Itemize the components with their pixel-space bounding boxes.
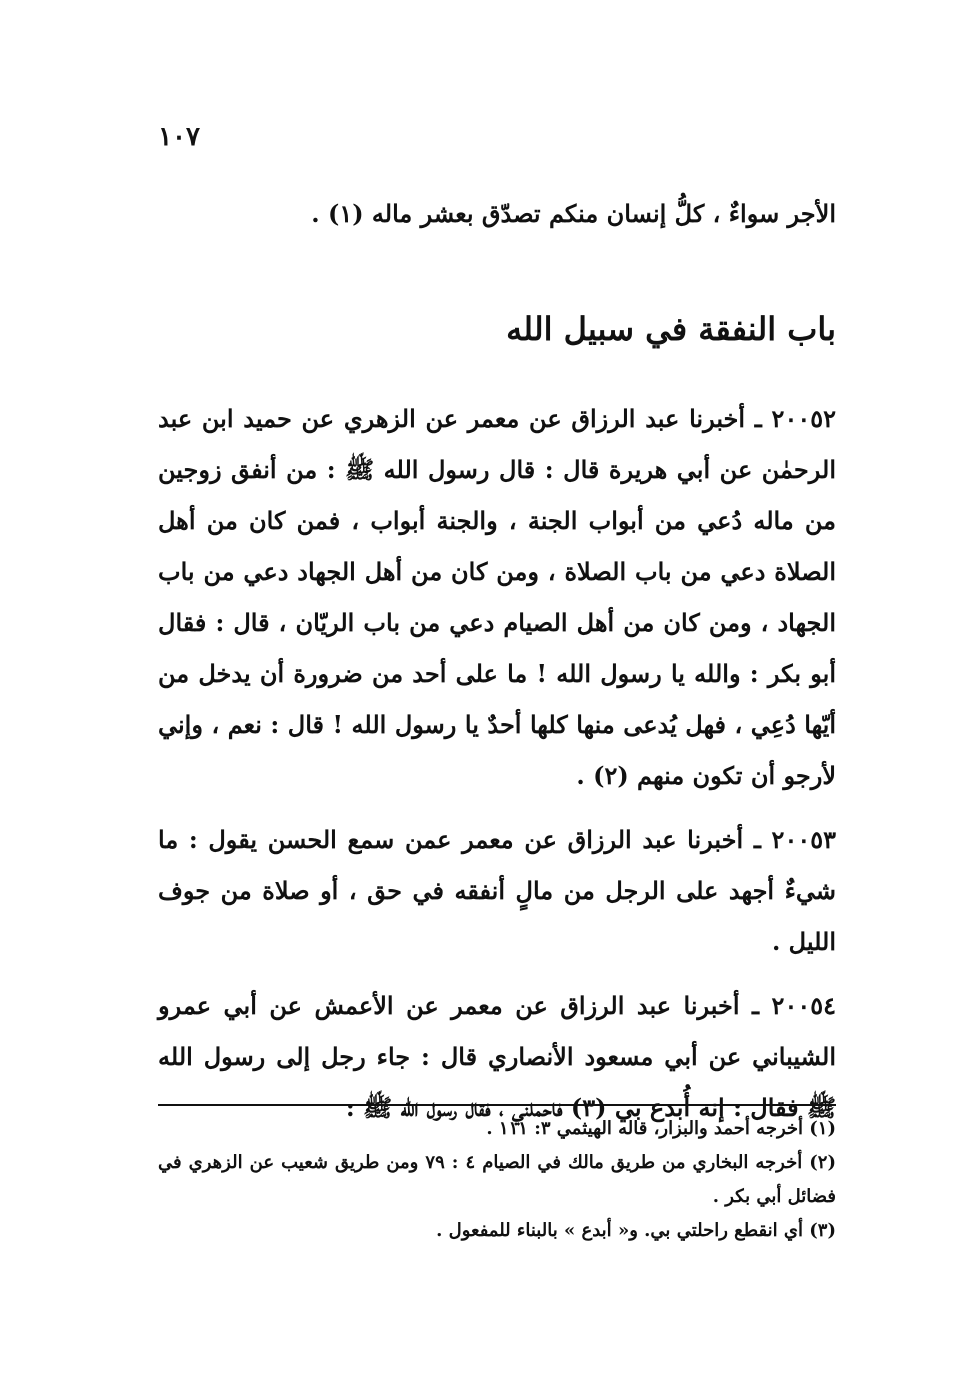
- footnote-2: (٢) أخرجه البخاري من طريق مالك في الصيام ٤ : ٧٩ ومن طريق شعيب عن الزهري في فضائل أبي بكر .: [158, 1152, 836, 1207]
- hadith-20054: ٢٠٠٥٤ ـ أخبرنا عبد الرزاق عن معمر عن الأعمش عن أبي عمرو الشيباني عن أبي مسعود الأنصاري قال : جاء رجل إلى رسول الله ﷺ فقال : إنه أُبدع بي (٣) فاحملني ، فقال رسول الله ﷺ :: [158, 991, 836, 1122]
- hadith-20052: ٢٠٠٥٢ ـ أخبرنا عبد الرزاق عن معمر عن الزهري عن حميد ابن عبد الرحمٰن عن أبي هريرة قال : قال رسول الله ﷺ : من أنفق زوجين من ماله دُعي من أبواب الجنة ، والجنة أبواب ، فمن كان من أهل الصلاة دعي من باب الصلاة ، ومن كان من أهل الجهاد دعي من باب الجهاد ، ومن كان من أهل الصيام دعي من باب الريّان ، قال : فقال أبو بكر : والله يا رسول الله ! ما على أحد من ضرورة أن يدخل من أيّها دُعِي ، فهل يُدعى منها كلها أحدٌ يا رسول الله ! قال : نعم ، وإني لأرجو أن تكون منهم (٢) .: [158, 404, 836, 790]
- main-text: [158, 188, 836, 1146]
- chapter-title: باب النفقة في سبيل الله: [506, 310, 836, 348]
- hadith-20053: ٢٠٠٥٣ ـ أخبرنا عبد الرزاق عن معمر عمن سمع الحسن يقول : ما شيءٌ أجهد على الرجل من مالٍ أنفقه في حق ، أو صلاة من جوف الليل .: [158, 825, 836, 956]
- intro-line: الأجر سواءٌ ، كلُّ إنسان منكم تصدّق بعشر ماله (١) .: [311, 199, 836, 228]
- footnote-3: (٣) أي انقطع راحلتي بي. و« أبدع » بالبناء للمفعول .: [436, 1220, 836, 1241]
- page-number: ١٠٧: [158, 122, 200, 152]
- footnote-1: (١) أخرجه أحمد والبزار، قاله الهيثمي ٣: ١١١ .: [486, 1118, 836, 1139]
- footnotes: [158, 1104, 836, 1248]
